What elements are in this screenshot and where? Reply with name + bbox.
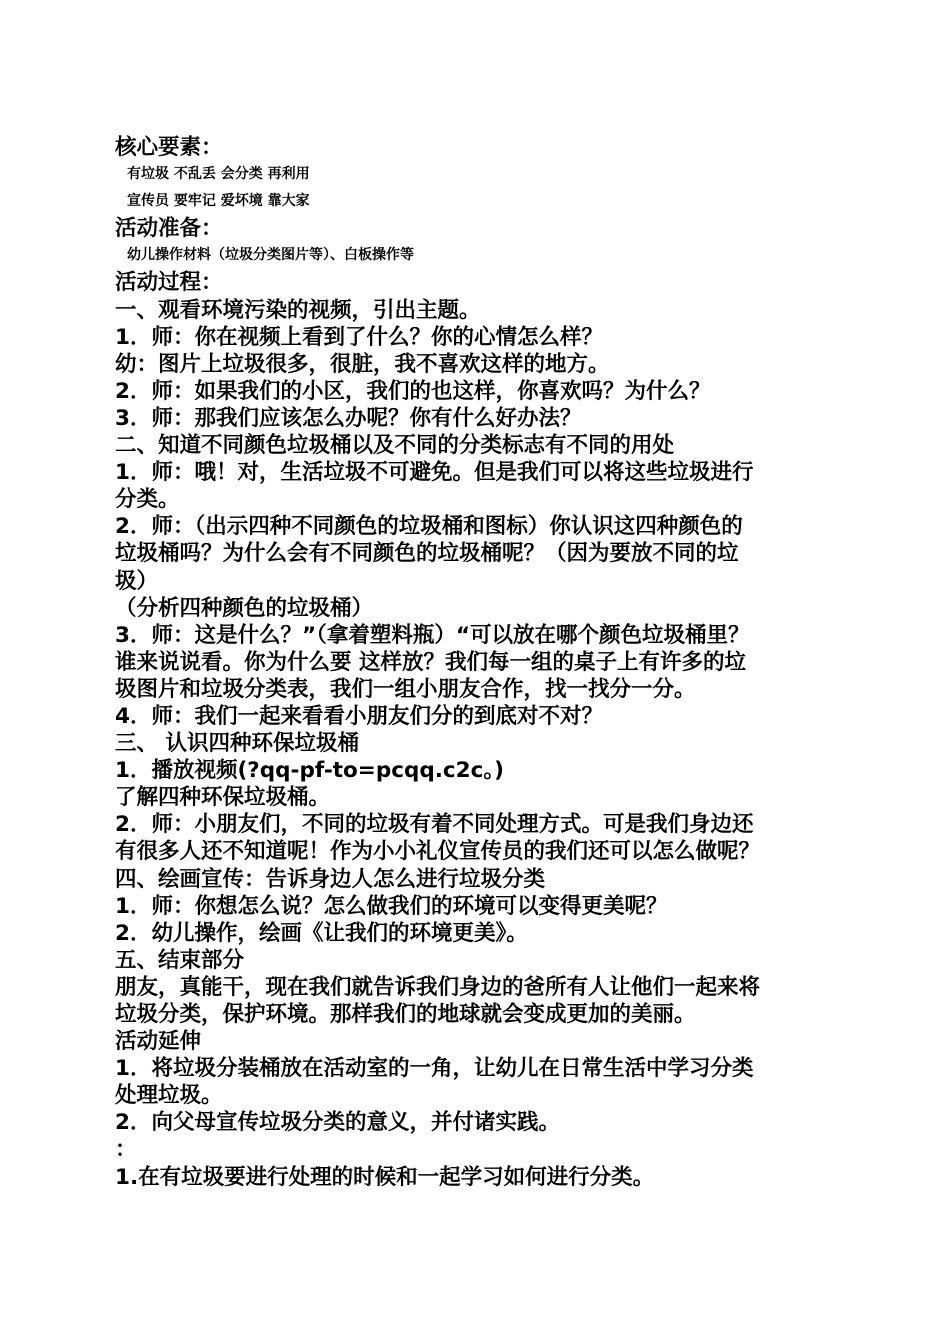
text-line: 圾图片和垃圾分类表，我们一组小朋友合作，找一找分一分。 <box>115 676 696 702</box>
text-line: 五、结束部分 <box>115 947 245 973</box>
text-line: 活动过程： <box>115 270 223 296</box>
text-line: 处理垃圾。 <box>115 1083 223 1109</box>
text-line: 1．师：你在视频上看到了什么？你的心情怎么样？ <box>115 324 603 350</box>
text-line: 圾） <box>115 568 159 594</box>
text-line: 垃圾分类，保护环境。那样我们的地球就会变成更加的美丽。 <box>115 1002 696 1027</box>
text-line: 有很多人还不知道呢！作为小小礼仪宣传员的我们还可以怎么做呢？ <box>115 839 761 865</box>
text-line: 3．师：这是什么？”（拿着塑料瓶）“可以放在哪个颜色垃圾桶里？ <box>115 622 750 648</box>
text-line: 活动准备： <box>115 216 223 242</box>
text-line: 核心要素： <box>115 135 223 160</box>
text-line: 垃圾桶吗？为什么会有不同颜色的垃圾桶呢？（因为要放不同的垃 <box>115 541 739 567</box>
text-line: 4．师：我们一起来看看小朋友们分的到底对不对？ <box>115 703 603 729</box>
text-line: 2．幼儿操作，绘画《让我们的环境更美》。 <box>115 920 528 946</box>
text-line: 朋友，真能干，现在我们就告诉我们身边的爸所有人让他们一起来将 <box>115 974 761 1000</box>
text-line: 1．师：哦！对，生活垃圾不可避免。但是我们可以将这些垃圾进行 <box>115 460 754 486</box>
text-line: 三、 认识四种环保垃圾桶 <box>115 731 359 757</box>
text-line: 活动延伸 <box>115 1029 202 1055</box>
text-line: 一、观看环境污染的视频，引出主题。 <box>115 297 481 323</box>
document-body <box>115 134 845 1191</box>
text-line: 四、绘画宣传：告诉身边人怎么进行垃圾分类 <box>115 866 546 892</box>
text-line: 二、知道不同颜色垃圾桶以及不同的分类标志有不同的用处 <box>115 433 675 459</box>
text-line: 2．师：（出示四种不同颜色的垃圾桶和图标）你认识这四种颜色的 <box>115 514 743 540</box>
text-line: 1.在有垃圾要进行处理的时候和一起学习如何进行分类。 <box>115 1164 655 1190</box>
text-line: 1．将垃圾分装桶放在活动室的一角，让幼儿在日常生活中学习分类 <box>115 1056 754 1082</box>
text-line: 1．播放视频(?qq-pf-to=pcqq.c2c。) <box>115 758 504 784</box>
text-line: 1．师：你想怎么说？怎么做我们的环境可以变得更美呢？ <box>115 893 668 919</box>
text-line: （分析四种颜色的垃圾桶） <box>115 595 374 621</box>
text-line: 宣传员 要牢记 爱坏境 靠大家 <box>127 193 310 210</box>
text-line: 有垃圾 不乱丢 会分类 再利用 <box>127 166 310 183</box>
text-line: 幼：图片上垃圾很多，很脏，我不喜欢这样的地方。 <box>115 351 610 377</box>
text-line: 幼儿操作材料（垃圾分类图片等）、白板操作等 <box>127 247 414 264</box>
text-line: 了解四种环保垃圾桶。 <box>115 785 331 811</box>
text-line: 谁来说说看。你为什么要 这样放？我们每一组的桌子上有许多的垃 <box>115 649 746 675</box>
text-line: ： <box>115 1137 137 1163</box>
text-line: 2．向父母宣传垃圾分类的意义，并付诸实践。 <box>115 1110 560 1136</box>
text-line: 3．师：那我们应该怎么办呢？你有什么好办法？ <box>115 405 582 431</box>
text-line: 分类。 <box>115 487 180 513</box>
text-line: 2．师：如果我们的小区，我们的也这样，你喜欢吗？为什么？ <box>115 378 711 404</box>
text-line: 2．师：小朋友们，不同的垃圾有着不同处理方式。可是我们身边还 <box>115 812 754 838</box>
